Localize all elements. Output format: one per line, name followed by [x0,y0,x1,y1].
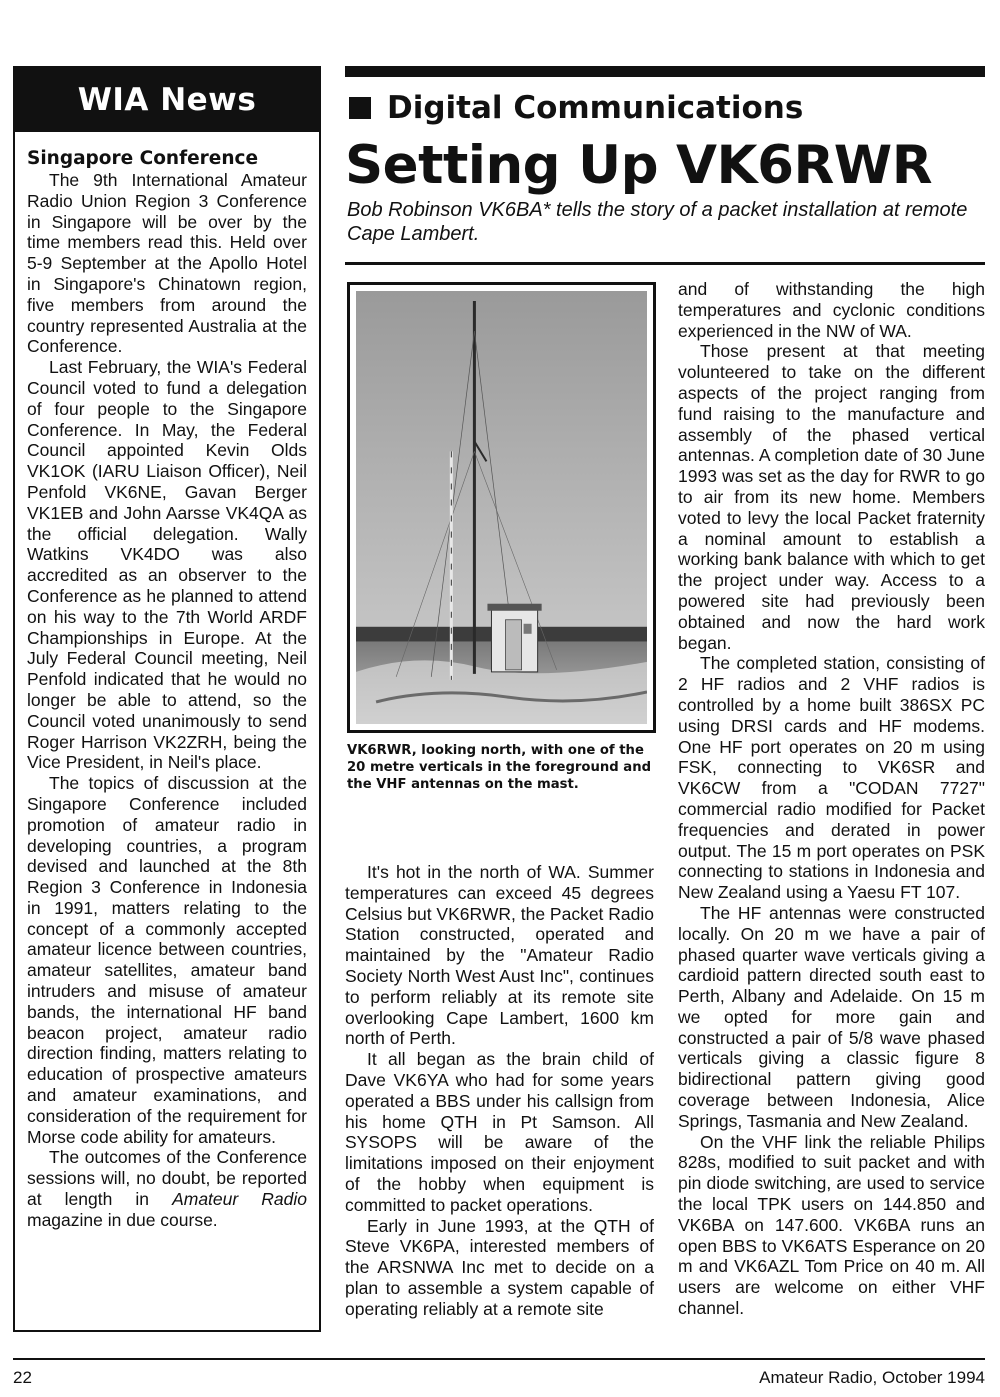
sidebar-header: WIA News [15,68,319,132]
article-paragraph: On the VHF link the reliable Philips 828s, modified to suit packet and with pin diode switching, are used to service the local TPK users on 144.850 and VK6BA on 147.600. VK6BA runs an open BBS to VK6ATS Esperance on 20 m and VK6AZL Tom Price on 40 m. All users are welcome on either VHF channel. [678,1131,985,1319]
article-dek: Bob Robinson VK6BA* tells the story of a packet installation at remote Cape Lambert. [347,199,968,245]
sidebar-last-paragraph [27,1147,307,1230]
photo-illustration [356,291,647,724]
wia-news-sidebar [13,66,321,1332]
photo-caption: VK6RWR, looking north, with one of the 20 metre verticals in the foreground and the VHF antennas on the mast. [347,743,652,792]
magazine-name: Amateur Radio [172,1189,307,1210]
article-paragraph: The HF antennas were constructed locally. On 20 m we have a pair of phased quarter wave verticals giving a cardioid pattern directed south east to Perth, Albany and Adelaide. On 15 m we opted for more gain and constructed a pair of 5/8 wave phased verticals giving a classic figure 8 bidirectional pattern giving good coverage between Indonesia, Alice Springs, Tasmania and New Zealand. [678,902,985,1131]
section-square-icon [349,97,371,119]
sidebar-title: Singapore Conference [27,148,259,169]
station-photo [347,282,656,733]
sidebar-paragraph: The topics of discussion at the Singapore Conference included promotion of amateur radio in developing countries, a program devised and launched at the 8th Region 3 Conference in Indonesia in 1991, matters relating to the concept of a commonly accepted amateur licence between countries, amateur satellites, amateur band intruders and misuse of amateur bands, the international HF band beacon project, amateur radio direction finding, matters relating to education of prospective amateurs and amateur examinations, and consideration of the requirement for Morse code ability for amateurs. [27,773,307,1147]
article-paragraph: It all began as the brain child of Dave VK6YA who had for some years operated a BBS under his callsign from his home QTH in Pt Samson. All SYSOPS will be aware of the limitations imposed on their enjoyment of the hobby when equipment is committed to packet operations. [345,1049,654,1215]
article-paragraph: Those present at that meeting volunteered to take on the different aspects of the project ranging from fund raising to the manufacture and assembly of the phased vertical antennas. A completion date of 30 June 1993 was set as the day for RWR to go to air from its new home. Members voted to levy the local Packet fraternity a nominal amount to establish a working bank balance with which to get the project under way. Access to a powered site had previously been obtained and now the hard work began. [678,341,985,653]
page-number: 22 [13,1368,32,1387]
article-paragraph: Early in June 1993, at the QTH of Steve VK6PA, interested members of the ARSNWA Inc met to decide on a plan to assemble a system capable of operating reliably at a remote site [345,1215,654,1319]
sidebar-paragraph: Last February, the WIA's Federal Council voted to fund a delegation of four people to the Singapore Conference. In May, the Federal Council appointed Kevin Olds VK1OK (IARU Liaison Officer), Neil Penfold VK6NE, Gavan Berger VK1EB and John Aarsse VK4QA as the official delegation. Wally Watkins VK4DO was also accredited as an observer to the Conference as he planned to attend on his way to the 7th World ARDF Championships in Europe. At the July Federal Council meeting, Neil Penfold indicated that he would no longer be able to attend, so the Council voted unanimously to send Roger Harrison VK2ZRH, being the Vice President, in Neil's place. [27,357,307,773]
sidebar-body [15,132,319,1231]
article-paragraph: It's hot in the north of WA. Summer temperatures can exceed 45 degrees Celsius but VK6RWR, the Packet Radio Station constructed, operated and maintained by the "Amateur Radio Society North West Aust Inc", continues to perform reliably at its remote site overlooking Cape Lambert, 1600 km north of Perth. [345,862,654,1049]
section-heading [345,90,803,126]
section-label: Digital Communications [387,90,804,126]
article-right-column [678,279,985,1319]
publication-line: Amateur Radio, October 1994 [759,1368,985,1387]
last-para-start: The outcomes of the Conference sessions will, no doubt, be reported at length in [27,1147,307,1210]
article-middle-column [345,862,654,1320]
article-headline: Setting Up VK6RWR [345,135,933,196]
last-para-end: magazine in due course. [27,1209,218,1230]
header-rule [345,262,985,265]
sidebar-paragraph: The 9th International Amateur Radio Union Region 3 Conference in Singapore will be over by the time members read this. Held over 5-9 September at the Apollo Hotel in Singapore's Chinatown region, five members from around the country represented Australia at the Conference. [27,170,307,357]
article-paragraph: The completed station, consisting of 2 HF radios and 2 VHF radios is controlled by a home built 386SX PC using DRSI cards and HF modems. One HF port operates on 20 m using FSK, connecting to VK6SR and VK6CW from a "CODAN 7727" commercial radio modified for Packet frequencies and derated in power output. The 15 m port operates on PSK connecting to stations in Indonesia and New Zealand using a Yaesu FT 107. [678,653,985,903]
footer-rule [13,1358,985,1360]
article-continuation: and of withstanding the high temperatures and cyclonic conditions experienced in the NW of WA. [678,279,985,341]
top-rule [345,66,985,77]
